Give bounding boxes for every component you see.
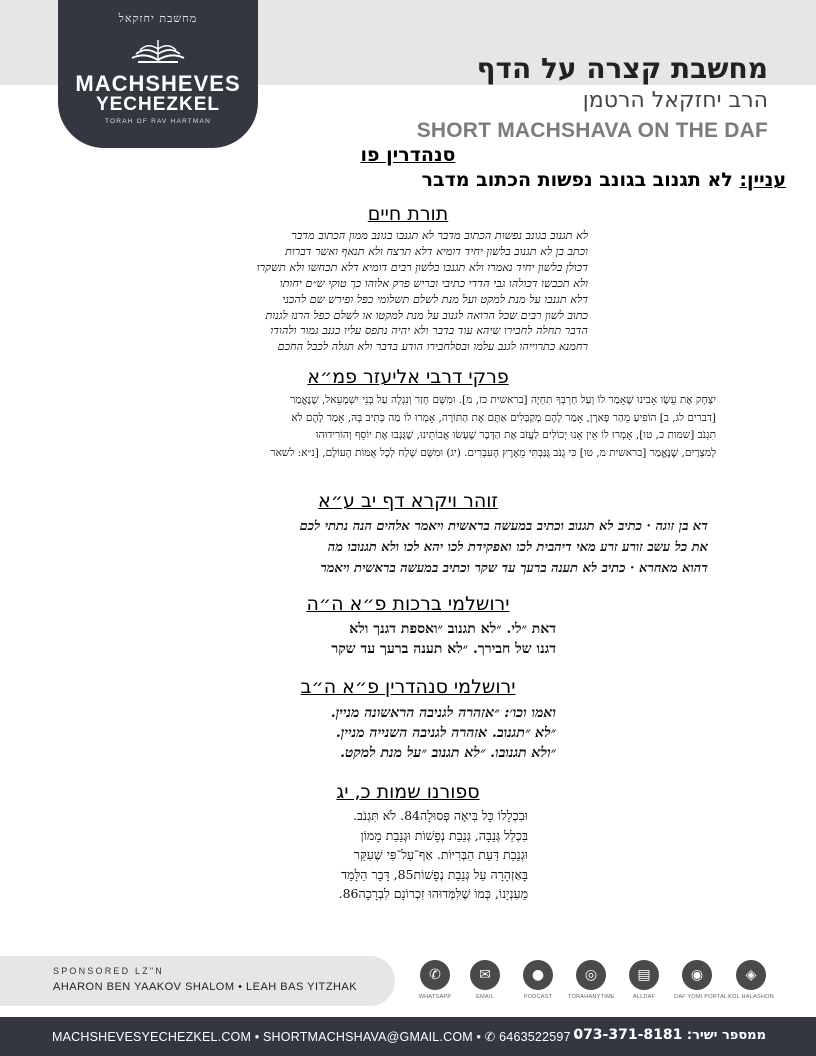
text-line: דכולן בלשון יחיד נאמרו ולא תגנבו בלשון רבים דומיא דלא תכחשו ולא תשקרו bbox=[256, 260, 588, 274]
daf-yomi-portal-label: DAF YOMI PORTAL bbox=[674, 994, 728, 1000]
text-line: ולא תכבשו דכולהו גבי הדדי כתיבי ובריש פרק אלוהו כך טוקי ש״ם יחותו bbox=[279, 276, 588, 290]
topic-line bbox=[422, 169, 786, 191]
footer-contact[interactable]: MACHSHEVESYECHEZKEL.COM • SHORTMACHSHAVA@GMAIL.COM • ✆ 6463522597 • bbox=[52, 1030, 579, 1044]
topic-label: עניין: bbox=[739, 169, 786, 191]
alldaf-link[interactable] bbox=[621, 960, 667, 1000]
email-icon: ✉ bbox=[470, 960, 500, 990]
text-line: וּבִכְלָלוֹ כָּל בִּיאָה פְּסוּלָה84. לֹא תִּגְנֹב. bbox=[353, 808, 528, 823]
whatsapp-label: WHATSAPP bbox=[418, 994, 452, 1000]
text-line: יִצְחָק אֶת עֵשָׂו אָבִינוּ שֶׁאָמַר לוֹ וְעַל חַרְבְּךָ תִחְיֶה [בראשית כז, מ]. וּמִשָּׁם חָזַר וְנִגְלָה עַל בְּנֵי יִשְׁמָעֵאל, שֶׁנֶּאֱמַר bbox=[290, 394, 716, 406]
text-line: כתוב לשון רבים שכל הרואה לגנוב על מנת למקטו או לשלם כפל הרנו לגנות bbox=[265, 308, 588, 322]
podcast-label: PODCAST bbox=[523, 994, 553, 1000]
text-line: דהוא מאחרא · כתיב לא תענה ברעך עד שקר וכתיב במעשה בראשית ויאמר bbox=[320, 561, 708, 576]
torahanytime-icon: ◎ bbox=[576, 960, 606, 990]
text-line: את כל עשב זורע זרע מאי דיהבית לכו ואפקידת לכו יהא לכו ולא תגנובו מה bbox=[327, 540, 708, 555]
text-line: מֵעִנְיָנוֹ, כְּמוֹ שֶׁלִּמְּדוּהוּ זִכְרוֹנָם לִבְרָכָה86. bbox=[338, 886, 528, 901]
section-heading-torat-chaim: תורת חיים bbox=[367, 203, 449, 225]
footer-direct-line[interactable] bbox=[573, 1027, 766, 1043]
alldaf-label: ALLDAF bbox=[632, 994, 656, 1000]
page-title: מחשבת קצרה על הדף bbox=[476, 52, 768, 85]
text-line: וכתב בן לא תגנוב בלשון יחיד דומיא דלא תרצח ולא תנאף ואשר דברות bbox=[285, 244, 588, 258]
source-block-torat-chaim bbox=[228, 228, 588, 355]
daf-reference: סנהדרין פו bbox=[360, 144, 456, 166]
kol-halashon-icon: ◈ bbox=[736, 960, 766, 990]
direct-line-number: 073-371-8181 bbox=[573, 1027, 683, 1043]
source-block-zohar bbox=[108, 516, 708, 579]
rabbi-name: הרב יחזקאל הרטמן bbox=[582, 88, 768, 113]
text-line: דגנו של חבירך. ״לא תענה ברעך עד שקר bbox=[331, 641, 556, 657]
text-line: תִגְנֹב [שמות כ, טו], אָמְרוּ לוֹ אֵין אָנוּ יְכוֹלִים לַעֲזֹב אֶת הַדָּבָר שֶׁעָשׂוּ אֲבוֹתֵינוּ, שֶׁגָּנְבוּ אֶת יוֹסֵף וְהוֹרִידוּהוּ bbox=[315, 429, 716, 441]
text-line: בִּכְלַל גְּנֵבָה, גְּנֵבַת נְפָשׁוֹת וּגְנֵבַת מָמוֹן bbox=[360, 827, 528, 843]
logo bbox=[58, 0, 258, 148]
whatsapp-icon: ✆ bbox=[420, 960, 450, 990]
text-line: דאת ״לי. ״לא תגנוב ״ואספת דגנך ולא bbox=[349, 621, 556, 637]
text-line: וּגְנֵבַת דַּעַת הַבְּרִיּוֹת. אַף־עַל־פִּי שֶׁעִקַּר bbox=[353, 847, 528, 862]
logo-hebrew: מחשבת יחזקאל bbox=[118, 12, 198, 25]
source-block-yerushalmi-sanhedrin bbox=[262, 703, 556, 763]
logo-line2: YECHEZKEL bbox=[95, 94, 221, 115]
kol-halashon-link[interactable] bbox=[728, 960, 774, 1000]
section-heading-pirkei-drabbi-eliezer: פרקי דרבי אליעזר פמ״א bbox=[307, 366, 509, 388]
section-heading-sforno: ספורנו שמות כ, יג bbox=[336, 781, 480, 803]
kol-halashon-label: KOL HALASHON bbox=[728, 994, 774, 1000]
logo-line1: MACHSHEVES bbox=[75, 71, 241, 96]
text-line: בָּאַזְהָרָה עַל גְּנֵבַת נְפָשׁוֹת85, דָּבָר הַלָּמֵד bbox=[341, 866, 528, 882]
text-line: לְמִצְרַיִם, שֶׁנֶּאֱמַר [בראשית מ, טו] כִּי גֻנֹּב גֻּנַּבְתִּי מֵאֶרֶץ הָעִבְרִים. (יג) וּמִשָּׁם שָׁלַח לְכָל אֻמּוֹת הָעוֹלָם, [נ״א: לשאר bbox=[270, 446, 716, 459]
platform-links bbox=[412, 960, 792, 1008]
logo-tagline: TORAH OF RAV HARTMAN bbox=[105, 118, 211, 125]
text-line: הדבר תחלה לחבירו שיהא עוד בדבר ולא יהיה נתפס עליו כגנב גמור ולהודו bbox=[270, 324, 588, 338]
whatsapp-link[interactable] bbox=[412, 960, 458, 1000]
torahanytime-link[interactable] bbox=[568, 960, 614, 1000]
daf-yomi-portal-link[interactable] bbox=[674, 960, 728, 1000]
text-line: [דברים לג, ב] הוֹפִיעַ מֵהַר פָּארָן, אָמַר לָהֶם מְקַבְּלִים אַתֶּם אֶת הַתּוֹרָה, אָמְרוּ לוֹ מַה כְּתִיב בָּהּ, אָמַר לָהֶם לֹא bbox=[291, 411, 716, 424]
topic-text: לא תגנוב בגונב נפשות הכתוב מדבר bbox=[421, 169, 733, 191]
source-block-pirkei-drabbi-eliezer bbox=[100, 392, 716, 462]
footer-bar bbox=[0, 1017, 816, 1056]
source-block-sforno bbox=[288, 806, 528, 904]
english-title: SHORT MACHSHAVA ON THE DAF bbox=[416, 119, 768, 142]
text-line: דלא תגנבו על מנת למקט ועל מנת לשלם תשלומי כפל ופירש שם להכני bbox=[282, 292, 588, 306]
sponsor-label: SPONSORED LZ"N bbox=[53, 966, 165, 976]
text-line: ״לא ״תגנוב. אזהרה לגניבה השנייה מניין. bbox=[335, 725, 556, 741]
text-line: לא תגנוב בגונב נפשות הכתוב מדבר לא תגנבו בגונב ממון הכתוב מדבר bbox=[291, 229, 588, 242]
open-book-icon bbox=[128, 32, 188, 66]
section-heading-yerushalmi-sanhedrin: ירושלמי סנהדרין פ״א ה״ב bbox=[300, 676, 516, 698]
section-heading-zohar: זוהר ויקרא דף יב ע״א bbox=[318, 490, 498, 512]
sponsor-names: AHARON BEN YAAKOV SHALOM • LEAH BAS YITZHAK bbox=[53, 981, 358, 993]
source-block-yerushalmi-berachot bbox=[266, 619, 556, 659]
text-line: ״ולא תגנובו. ״לא תגנוב ״על מנת למקט. bbox=[340, 745, 556, 761]
section-heading-yerushalmi-berachot: ירושלמי ברכות פ״א ה״ה bbox=[306, 593, 510, 615]
text-line: ואמו וכו׳: ״אזהרה לגניבה הראשונה מניין. bbox=[330, 705, 556, 721]
direct-line-label: ממספר ישיר: bbox=[686, 1028, 766, 1043]
podcast-link[interactable] bbox=[515, 960, 561, 1000]
alldaf-icon: ▤ bbox=[629, 960, 659, 990]
podcast-icon: ● bbox=[523, 960, 553, 990]
email-label: EMAIL bbox=[476, 994, 494, 1000]
text-line: דא בן זוגה · כתיב לא תגנוב וכתיב במעשה בראשית ויאמר אלהים הנה נתתי לכם bbox=[299, 519, 708, 534]
text-line: רחמנא כתרוייהו לגנב עלמו ובסלחבירו הודע בדבר ולא תגלה לכבל החכם bbox=[277, 340, 588, 354]
email-link[interactable] bbox=[462, 960, 508, 1000]
daf-yomi-portal-icon: ◉ bbox=[682, 960, 712, 990]
torahanytime-label: TORAHANYTIME bbox=[568, 994, 615, 1000]
